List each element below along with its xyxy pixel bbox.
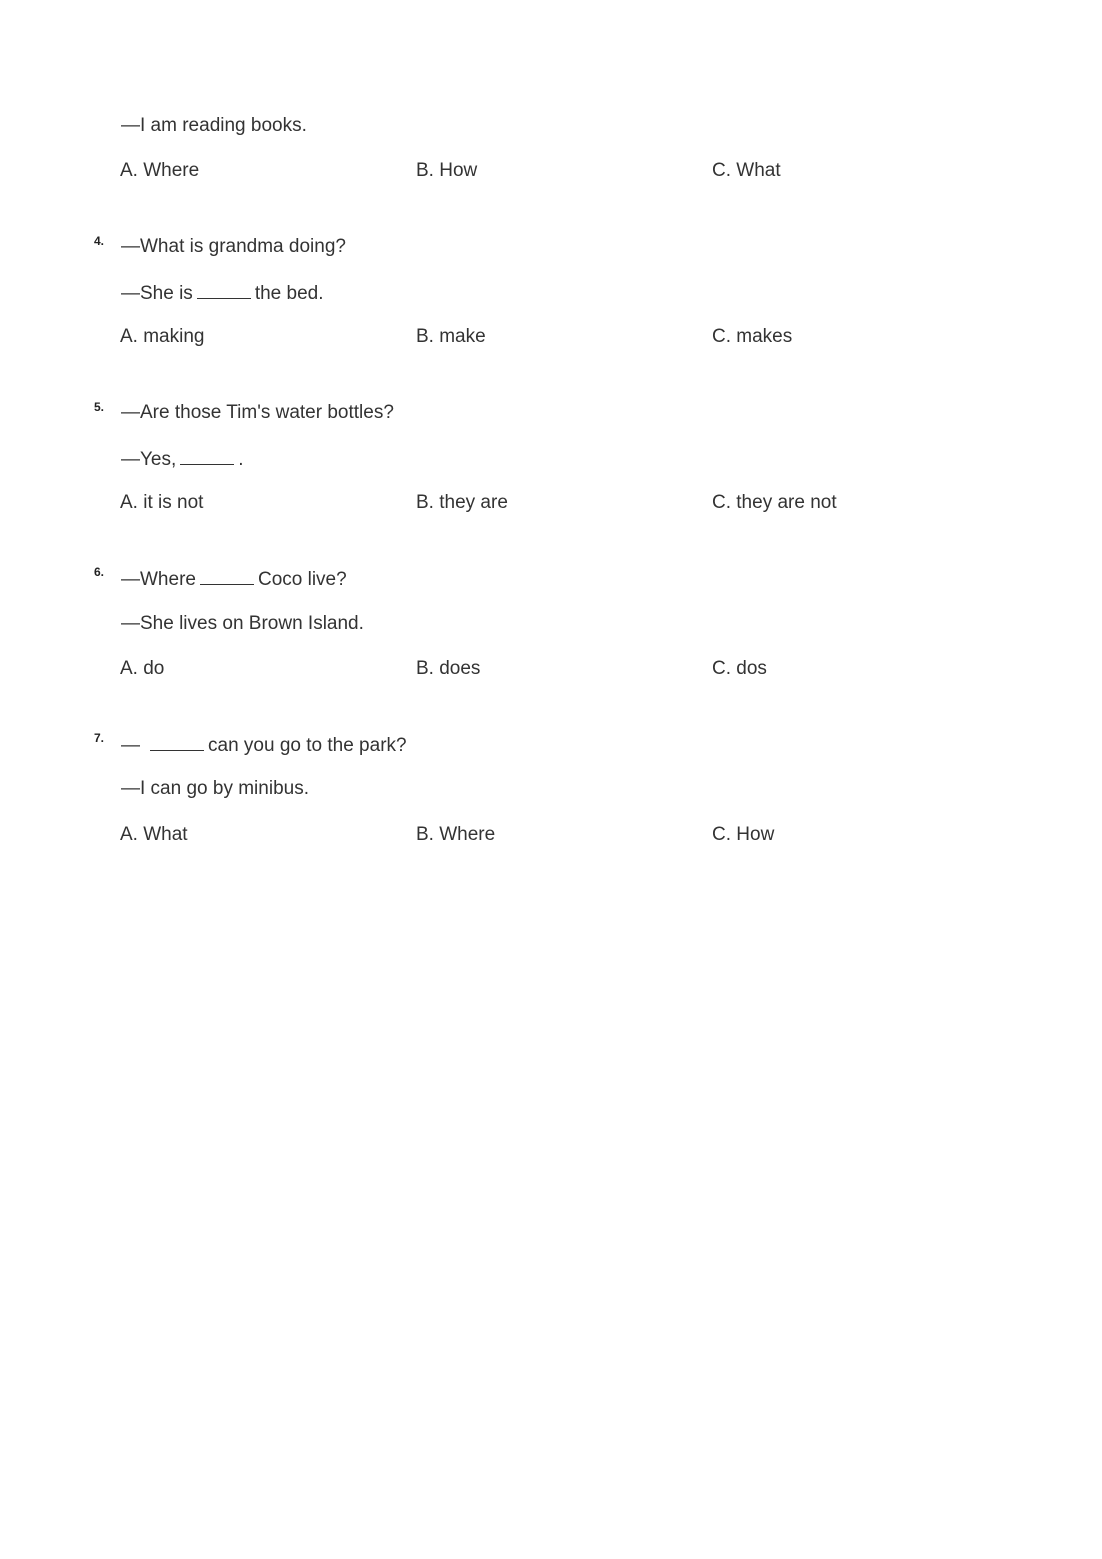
- question-line: [121, 401, 394, 425]
- answer-text: —I can go by minibus.: [121, 778, 309, 799]
- answer-text-pre: —Yes,: [121, 449, 177, 470]
- question-text-pre: —: [121, 735, 140, 756]
- answer-text-post: the bed.: [254, 283, 324, 304]
- option-c[interactable]: C. makes: [712, 326, 793, 347]
- option-a[interactable]: A. making: [120, 326, 205, 347]
- answer-blank[interactable]: [197, 280, 251, 299]
- answer-text-post: .: [238, 449, 244, 470]
- question-text: —What is grandma doing?: [121, 236, 346, 257]
- option-a[interactable]: A. it is not: [120, 492, 204, 513]
- answer-line: [121, 280, 323, 306]
- answer-line: [121, 446, 244, 472]
- option-a[interactable]: A. Where: [120, 160, 200, 181]
- answer-blank[interactable]: [180, 446, 234, 465]
- answer-text-pre: —She is: [121, 283, 193, 304]
- answer-text: —She lives on Brown Island.: [121, 613, 364, 634]
- question-number: 5.: [94, 400, 105, 414]
- option-a[interactable]: A. What: [120, 824, 188, 845]
- option-c[interactable]: C. dos: [712, 658, 767, 679]
- option-b[interactable]: B. How: [416, 160, 478, 181]
- question-line: [121, 235, 346, 259]
- option-b[interactable]: B. Where: [416, 824, 496, 845]
- question-text: —Are those Tim's water bottles?: [121, 402, 394, 423]
- answer-text: —I am reading books.: [121, 115, 307, 136]
- question-line: [121, 732, 407, 758]
- question-number: 6.: [94, 565, 105, 579]
- answer-line: [121, 114, 307, 138]
- question-text-post: Coco live?: [257, 569, 347, 590]
- question-blank[interactable]: [150, 732, 204, 751]
- option-b[interactable]: B. they are: [416, 492, 508, 513]
- option-c[interactable]: C. What: [712, 160, 781, 181]
- option-c[interactable]: C. they are not: [712, 492, 837, 513]
- question-text-post: can you go to the park?: [208, 735, 407, 756]
- option-b[interactable]: B. does: [416, 658, 481, 679]
- option-b[interactable]: B. make: [416, 326, 486, 347]
- answer-line: [121, 612, 364, 636]
- question-number: 4.: [94, 234, 105, 248]
- question-number: 7.: [94, 731, 105, 745]
- question-line: [121, 566, 347, 592]
- answer-line: [121, 777, 309, 801]
- option-c[interactable]: C. How: [712, 824, 775, 845]
- question-blank[interactable]: [200, 566, 254, 585]
- question-text-pre: —Where: [121, 569, 196, 590]
- option-a[interactable]: A. do: [120, 658, 165, 679]
